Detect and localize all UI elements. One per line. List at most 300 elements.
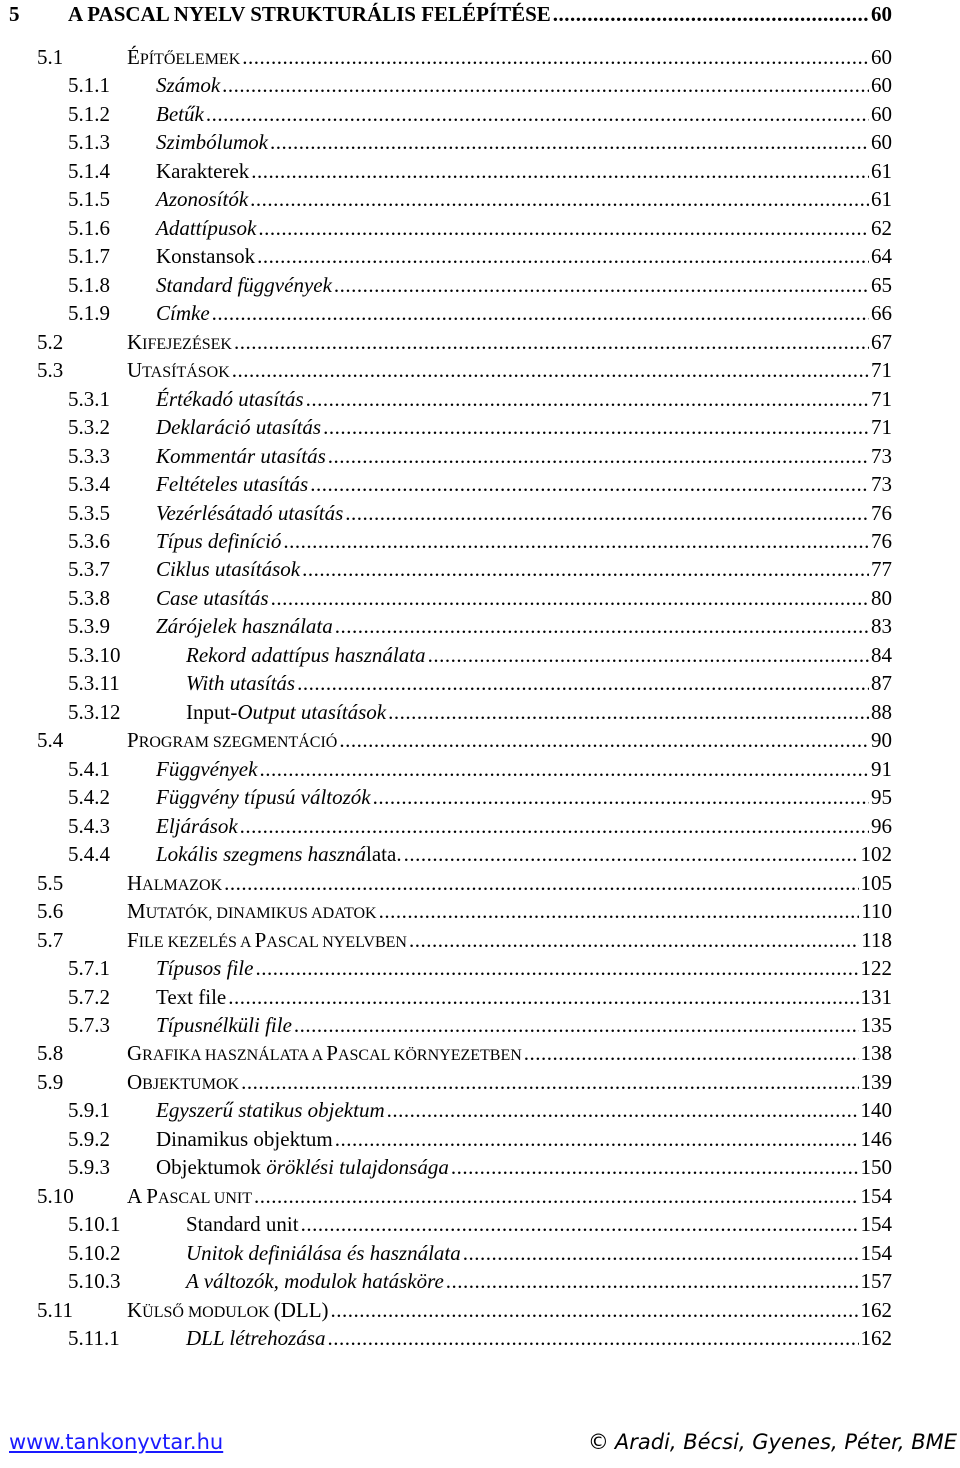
leader-dots [388,698,869,726]
entry-number: 5.3.9 [68,614,110,639]
toc-entry[interactable] [0,442,892,470]
leader-dots [302,555,869,583]
entry-number: 5.6 [37,899,64,924]
entry-number: 5.3.8 [68,585,110,610]
entry-title: Függvények [156,756,258,781]
entry-title [127,1068,239,1099]
entry-page: 71 [871,358,892,383]
entry-title-line [186,1267,892,1295]
toc-entry[interactable] [0,1125,892,1153]
entry-page: 122 [860,956,892,981]
entry-title: Karakterek [156,158,250,183]
entry-number: 5.3.7 [68,557,110,582]
toc-entry[interactable] [0,1182,892,1210]
entry-number: 5.10.3 [68,1269,121,1294]
entry-title-line [156,983,892,1011]
entry-title: DLL létrehozása [186,1326,326,1351]
entry-page: 91 [871,756,892,781]
entry-title-line [156,442,892,470]
entry-page: 110 [861,899,892,924]
toc-entry[interactable] [0,1324,892,1352]
entry-page: 60 [871,101,892,126]
entry-title: Számok [156,73,221,98]
entry-title-line [186,698,892,726]
toc-entry[interactable] [0,413,892,441]
entry-title-line [156,840,892,868]
entry-page: 60 [871,130,892,155]
toc-entry[interactable] [0,1011,892,1039]
entry-title-part: H [127,870,143,895]
entry-page: 67 [871,329,892,354]
entry-title-part: P [254,927,267,952]
entry-title: With utasítás [186,671,296,696]
entry-number: 5.7.3 [68,1012,110,1037]
entry-title: Rekord adattípus használata [186,642,426,667]
entry-title: Függvény típusú változók [156,785,371,810]
entry-title: Feltételes utasítás [156,472,309,497]
entry-number: 5.3.1 [68,386,110,411]
entry-title-part: RAFIKA HASZNÁLATA A [142,1047,327,1065]
entry-title-line [156,271,892,299]
entry-title-part: Lokális szegmens haszná [156,842,367,867]
leader-dots [335,1125,859,1153]
toc-entry[interactable] [0,356,892,384]
toc-entry[interactable] [0,783,892,811]
entry-title-line [156,470,892,498]
leader-dots [258,214,869,242]
entry-number: 5.9.2 [68,1126,110,1151]
entry-page: 157 [860,1269,892,1294]
entry-title-line [156,555,892,583]
entry-page: 154 [860,1183,892,1208]
entry-page: 154 [860,1212,892,1237]
toc-entry[interactable] [0,1210,892,1238]
entry-title [127,1039,522,1070]
entry-title-part: ASCAL UNIT [157,1189,253,1207]
entry-number: 5.3.5 [68,500,110,525]
copyright-icon: © [587,1430,609,1454]
entry-number: 5.10 [37,1183,74,1208]
leader-dots [327,1324,858,1352]
toc-entry[interactable] [0,555,892,583]
entry-page: 139 [860,1069,892,1094]
entry-number: 5.11.1 [68,1326,120,1351]
entry-title-line [156,584,892,612]
leader-dots [250,185,869,213]
entry-number: 5.9 [37,1069,64,1094]
entry-number: 5.4 [37,728,64,753]
copyright-notice [588,1430,957,1454]
entry-title-part: ALMAZOK [142,876,223,894]
entry-title-line [127,926,892,957]
toc-entry[interactable] [0,840,892,868]
toc-entry[interactable] [0,926,892,954]
toc-entry[interactable] [0,71,892,99]
entry-number: 5.4.3 [68,813,110,838]
entry-title-line [156,783,892,811]
toc-entry[interactable] [0,214,892,242]
toc-entry[interactable] [0,869,892,897]
entry-title: Típusnélküli file [156,1012,292,1037]
leader-dots [212,299,869,327]
entry-number: 5.1.3 [68,130,110,155]
leader-dots [446,1267,859,1295]
entry-title-part: ILE KEZELÉS A [138,933,255,951]
leader-dots [524,1039,859,1067]
entry-number: 5.7 [37,927,64,952]
entry-number: 5.9.3 [68,1155,110,1180]
leader-dots [373,783,869,811]
toc-entry[interactable] [0,954,892,982]
entry-title-line [156,185,892,213]
leader-dots [257,242,869,270]
leader-dots [222,71,869,99]
entry-number: 5.1.5 [68,187,110,212]
entry-title-part: ASCAL KÖRNYEZETBEN [337,1047,522,1065]
entry-page: 61 [871,158,892,183]
entry-title-part: lata. [366,842,402,867]
toc-entry[interactable] [0,328,892,356]
entry-title-part: IFEJEZÉSEK [142,335,232,353]
entry-page: 138 [860,1041,892,1066]
leader-dots [294,1011,859,1039]
entry-number: 5.3.10 [68,642,121,667]
entry-title-line [186,1324,892,1352]
entry-number: 5.7.2 [68,984,110,1009]
toc-entry[interactable] [0,812,892,840]
entry-title-line [156,954,892,982]
entry-page: 65 [871,272,892,297]
entry-page: 102 [860,842,892,867]
entry-title [156,840,402,868]
entry-title-line [156,413,892,441]
entry-number: 5.3 [37,358,64,383]
toc-entry[interactable] [0,1267,892,1295]
entry-page: 135 [860,1012,892,1037]
toc-entry[interactable] [0,641,892,669]
entry-title-line [186,1210,892,1238]
entry-title-part: ÜLSŐ MODULOK [142,1303,274,1321]
entry-page: 61 [871,187,892,212]
leader-dots [323,413,869,441]
entry-title [127,1182,252,1213]
toc-entry[interactable] [0,299,892,327]
entry-title-part: P [127,728,139,753]
entry-number: 5.1.2 [68,101,110,126]
leader-dots [240,812,869,840]
entry-title-part: F [127,927,139,952]
leader-dots [428,641,869,669]
leader-dots [271,584,869,612]
entry-title-line [156,755,892,783]
entry-title-part: É [127,45,140,69]
authors: Aradi, Bécsi, Gyenes, Péter, BME [614,1430,957,1454]
entry-title-line [156,612,892,640]
chapter-number: 5 [9,2,20,26]
toc-entry[interactable] [0,499,892,527]
entry-title: Szimbólumok [156,130,268,155]
entry-title-part: Input- [186,699,238,724]
toc-entry[interactable] [0,43,892,71]
entry-page: 84 [871,642,892,667]
entry-page: 140 [860,1098,892,1123]
leader-dots [404,840,859,868]
entry-title-part: (DLL) [273,1297,329,1322]
toc-entry[interactable] [0,1068,892,1096]
leader-dots [463,1239,859,1267]
leader-dots [254,1182,858,1210]
entry-title: Vezérlésátadó utasítás [156,500,344,525]
entry-title-part: ROGRAM SZEGMENTÁCIÓ [138,734,338,752]
toc-entry[interactable] [0,157,892,185]
leader-dots [255,954,858,982]
website-link[interactable]: www.tankonyvtar.hu [9,1430,224,1454]
leader-dots [283,527,869,555]
entry-title: Típusos file [156,956,254,981]
entry-title: Standard unit [186,1212,299,1237]
entry-title [127,897,377,928]
entry-title: Dinamikus objektum [156,1126,333,1151]
chapter-title-line [68,0,892,28]
entry-title: Kommentár utasítás [156,443,326,468]
entry-page: 66 [871,301,892,326]
leader-dots [451,1153,859,1181]
leader-dots [228,983,858,1011]
page-footer [0,1430,960,1460]
entry-title: A változók, modulok hatásköre [186,1269,444,1294]
entry-title: Standard függvények [156,272,332,297]
entry-title-line [127,1068,892,1099]
entry-number: 5.4.1 [68,756,110,781]
leader-dots [241,1068,858,1096]
entry-title-line [127,1296,892,1327]
leader-dots [242,43,869,71]
leader-dots [224,869,858,897]
leader-dots [234,328,869,356]
entry-title: Azonosítók [156,187,249,212]
entry-title-part: Objektumok [156,1155,267,1180]
entry-title-line [156,128,892,156]
entry-title: Text file [156,984,227,1009]
entry-title: Betűk [156,101,204,126]
chapter-heading[interactable] [0,0,892,28]
toc-entry[interactable] [0,100,892,128]
entry-number: 5.4.2 [68,785,110,810]
entry-title-part: U [127,358,143,383]
entry-title-line [127,356,892,387]
entry-title: Értékadó utasítás [156,386,304,411]
entry-page: 76 [871,500,892,525]
entry-title: Ciklus utasítások [156,557,301,582]
entry-title-line [156,100,892,128]
entry-title-part: O [127,1069,143,1094]
leader-dots [310,470,869,498]
leader-dots [339,726,869,754]
entry-number: 5.1.7 [68,244,110,269]
entry-title-line [156,527,892,555]
entry-title [127,1296,329,1327]
entry-title-part: M [127,899,146,924]
leader-dots [251,157,869,185]
toc-entry[interactable] [0,897,892,925]
entry-page: 71 [871,415,892,440]
entry-page: 87 [871,671,892,696]
entry-title-line [156,812,892,840]
entry-number: 5.3.6 [68,528,110,553]
entry-number: 5.1.4 [68,158,110,183]
toc-entry[interactable] [0,584,892,612]
toc-entry[interactable] [0,242,892,270]
entry-title-line [127,726,892,757]
entry-title: Zárójelek használata [156,614,333,639]
entry-number: 5.10.2 [68,1240,121,1265]
entry-title: Adattípusok [156,215,257,240]
entry-page: 76 [871,528,892,553]
entry-title: Eljárások [156,813,238,838]
entry-number: 5.3.2 [68,415,110,440]
entry-title [186,698,386,726]
leader-dots [553,0,869,28]
entry-page: 162 [860,1297,892,1322]
entry-number: 5.4.4 [68,842,110,867]
entry-title-line [156,385,892,413]
entry-title-line [127,328,892,359]
toc-entry[interactable] [0,612,892,640]
leader-dots [345,499,869,527]
toc-entry[interactable] [0,271,892,299]
entry-page: 146 [860,1126,892,1151]
entry-title [127,926,407,957]
leader-dots [379,897,860,925]
entry-title-part: Output utasítások [237,699,387,724]
toc-entry[interactable] [0,385,892,413]
entry-number: 5.3.3 [68,443,110,468]
leader-dots [270,128,869,156]
toc-entry[interactable] [0,185,892,213]
entry-title [127,356,230,387]
entry-page: 154 [860,1240,892,1265]
entry-page: 77 [871,557,892,582]
entry-title-line [186,1239,892,1267]
entry-title-line [156,71,892,99]
entry-title-line [156,157,892,185]
entry-number: 5.5 [37,870,64,895]
entry-title: Címke [156,301,210,326]
entry-page: 131 [860,984,892,1009]
entry-title [127,869,222,900]
entry-number: 5.10.1 [68,1212,121,1237]
toc-entry[interactable] [0,755,892,783]
entry-title [127,328,232,359]
entry-title-part: K [127,329,143,354]
entry-number: 5.9.1 [68,1098,110,1123]
leader-dots [334,271,869,299]
entry-page: 60 [871,73,892,98]
toc-entry[interactable] [0,669,892,697]
entry-title-line [156,299,892,327]
leader-dots [259,755,869,783]
entry-page: 90 [871,728,892,753]
toc-entry[interactable] [0,470,892,498]
entry-title-part: PÍTŐELEMEK [139,51,241,68]
entry-number: 5.11 [37,1297,73,1322]
entry-title-part: TASÍTÁSOK [142,364,230,382]
toc-entry[interactable] [0,1296,892,1324]
leader-dots [232,356,869,384]
toc-entry[interactable] [0,1239,892,1267]
toc-entry[interactable] [0,1096,892,1124]
toc-entry[interactable] [0,1039,892,1067]
entry-page: 83 [871,614,892,639]
leader-dots [301,1210,859,1238]
entry-page: 60 [871,45,892,69]
entry-page: 88 [871,699,892,724]
entry-title-line [127,43,892,74]
entry-title-line [156,214,892,242]
entry-title: Unitok definiálása és használata [186,1240,461,1265]
entry-title-line [186,669,892,697]
entry-title: Konstansok [156,244,256,269]
leader-dots [331,1296,859,1324]
entry-number: 5.8 [37,1041,64,1066]
entry-title-part: G [127,1041,143,1066]
entry-number: 5.3.4 [68,472,110,497]
toc-entry[interactable] [0,1153,892,1181]
entry-page: 118 [861,927,892,952]
entry-page: 73 [871,472,892,497]
entry-number: 5.1.9 [68,301,110,326]
leader-dots [306,385,869,413]
toc-entry[interactable] [0,527,892,555]
entry-title-line [156,1153,892,1181]
entry-title-line [156,242,892,270]
entry-page: 95 [871,785,892,810]
toc-entry[interactable] [0,698,892,726]
entry-title-line [156,1096,892,1124]
entry-title: Deklaráció utasítás [156,415,322,440]
entry-title-line [127,869,892,900]
chapter-title: A PASCAL NYELV STRUKTURÁLIS FELÉPÍTÉSE [68,2,551,26]
entry-title-line [127,1182,892,1213]
entry-page: 80 [871,585,892,610]
entry-title-part: ASCAL NYELVBEN [266,933,407,951]
leader-dots [297,669,869,697]
entry-title: Case utasítás [156,585,269,610]
entry-title [156,1153,449,1181]
entry-number: 5.2 [37,329,64,354]
leader-dots [387,1096,859,1124]
entry-title-part: BJEKTUMOK [142,1075,240,1093]
entry-number: 5.7.1 [68,956,110,981]
entry-number: 5.3.11 [68,671,120,696]
entry-page: 150 [860,1155,892,1180]
entry-title-line [156,499,892,527]
leader-dots [409,926,859,954]
entry-number: 5.1.8 [68,272,110,297]
entry-title [127,43,240,74]
entry-number: 5.1 [37,45,64,69]
entry-title-part: K [127,1297,143,1322]
toc-entry[interactable] [0,726,892,754]
entry-page: 71 [871,386,892,411]
leader-dots [335,612,869,640]
entry-title-line [186,641,892,669]
toc-entry[interactable] [0,128,892,156]
entry-title [127,726,337,757]
entry-title-line [156,1125,892,1153]
entry-page: 96 [871,813,892,838]
toc-entry[interactable] [0,983,892,1011]
